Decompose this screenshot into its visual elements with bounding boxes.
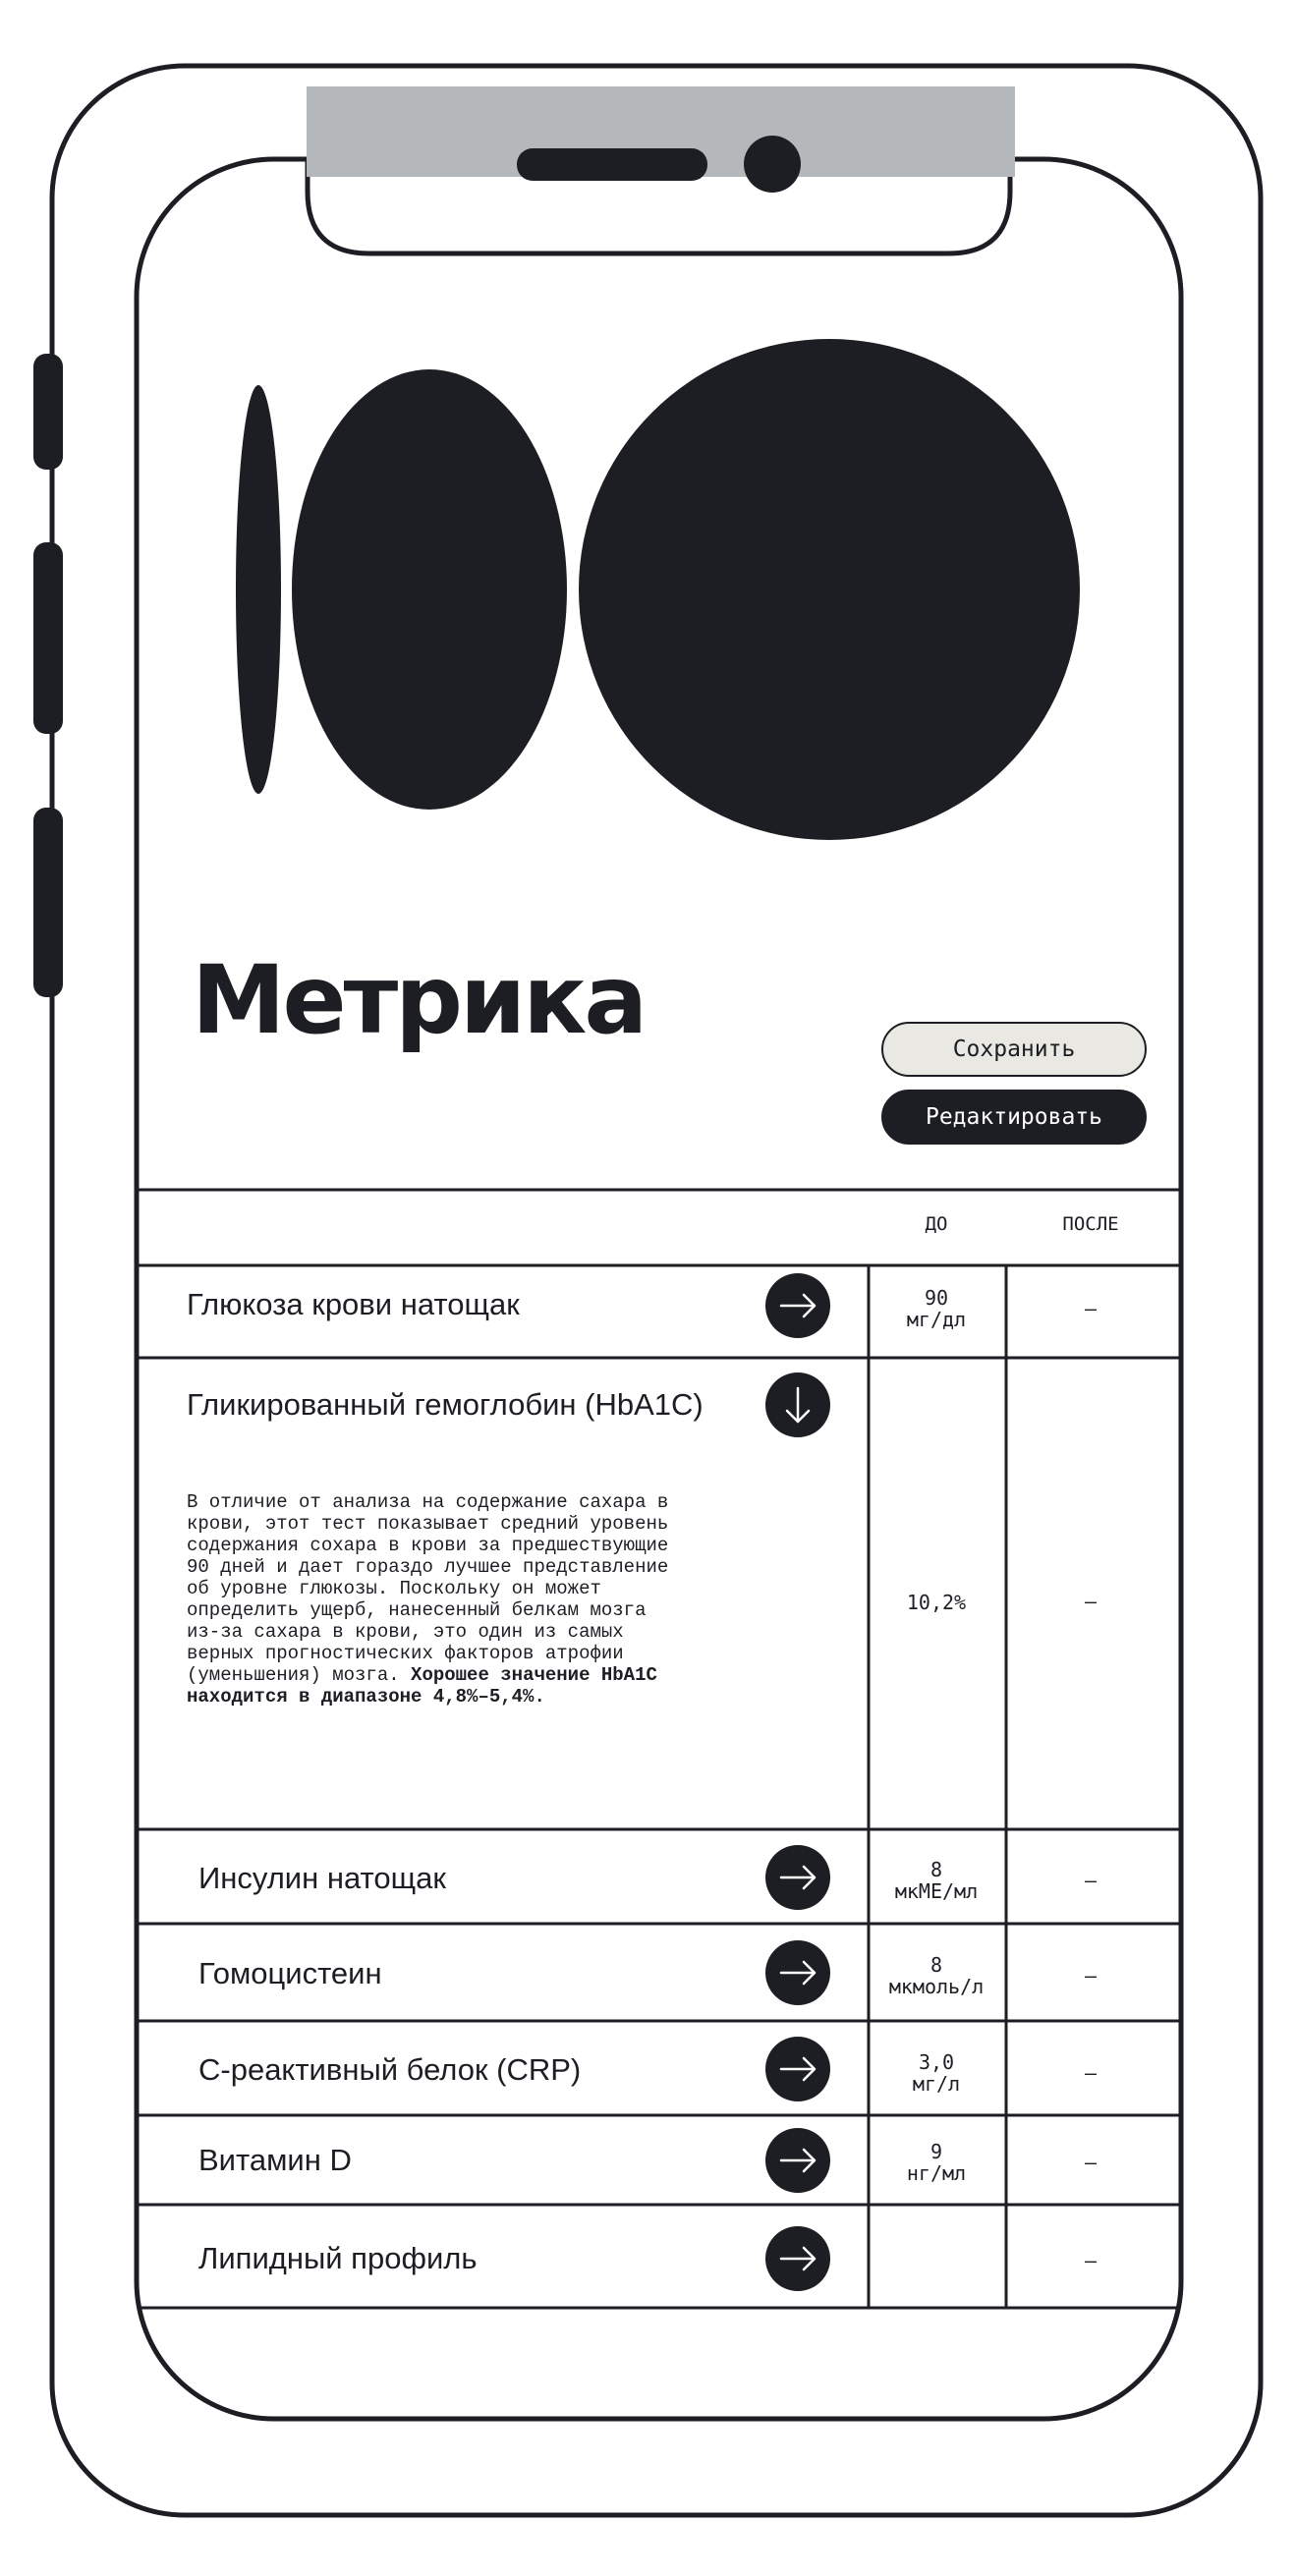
side-button-volume-down [33, 808, 63, 997]
metric-name: C-реактивный белок (CRP) [198, 2052, 582, 2087]
value-after: – [1084, 2151, 1098, 2174]
description-highlight: Хорошее значение HbA1C находится в диапазоне 4,8%–5,4%. [187, 1664, 657, 1708]
camera-lens [744, 136, 801, 193]
value-unit: мкмоль/л [888, 1975, 985, 1998]
value-number: 8 [930, 1858, 943, 1881]
value-number: 8 [930, 1953, 943, 1977]
column-header-after: ПОСЛЕ [1062, 1213, 1119, 1235]
value-after: – [1084, 2249, 1098, 2272]
description-text: В отличие от анализа на содержание сахара в крови, этот тест показывает средний уровень содержания сохара в крови за предшествующие 90 дней и дает гораздо лучшее представление об уровне глюкозы. Поскольку он может определить ущерб, нанесенный белкам мозга из-за сахара в крови, это один из самых верных прогностических факторов атрофии (уменьшения) мозга. [187, 1491, 669, 1686]
value-after: – [1084, 1590, 1098, 1613]
value-unit: нг/мл [906, 2161, 967, 2185]
value-unit: мг/дл [906, 1308, 967, 1331]
metric-name: Глюкоза крови натощак [187, 1287, 520, 1321]
speaker-grille [517, 148, 707, 181]
value-before [869, 1592, 1004, 1613]
save-button[interactable]: Сохранить [881, 1022, 1147, 1077]
arrow-right-icon[interactable] [765, 2128, 830, 2193]
value-after: – [1084, 1964, 1098, 1988]
arrow-right-icon[interactable] [765, 1273, 830, 1338]
value-unit: мг/л [912, 2072, 961, 2096]
value-before [869, 1954, 1004, 1997]
value-number: 10,2% [906, 1591, 967, 1614]
metric-name: Гликированный гемоглобин (HbA1C) [187, 1387, 704, 1422]
value-unit: мкМЕ/мл [894, 1879, 979, 1903]
value-number: 9 [930, 2140, 943, 2163]
edit-button[interactable]: Редактировать [881, 1090, 1147, 1145]
arrow-right-icon[interactable] [765, 2037, 830, 2101]
value-before [869, 2051, 1004, 2095]
side-button-volume-up [33, 542, 63, 734]
metric-name: Липидный профиль [198, 2241, 478, 2275]
value-before [869, 1859, 1004, 1902]
arrow-right-icon[interactable] [765, 1845, 830, 1910]
page-title: Метрика [192, 945, 646, 1055]
arrow-right-icon[interactable] [765, 1940, 830, 2005]
metric-name: Витамин D [198, 2143, 352, 2177]
value-after: – [1084, 1297, 1098, 1320]
value-after: – [1084, 2061, 1098, 2085]
value-after: – [1084, 1869, 1098, 1892]
side-button-mute [33, 354, 63, 470]
value-before [869, 1287, 1004, 1330]
metric-description [187, 1491, 678, 1708]
metric-name: Гомоцистеин [198, 1956, 382, 1990]
value-number: 3,0 [918, 2050, 955, 2074]
arrow-right-icon[interactable] [765, 2226, 830, 2291]
logo-ellipses [236, 339, 1080, 840]
metric-name: Инсулин натощак [198, 1861, 446, 1895]
arrow-down-icon[interactable] [765, 1372, 830, 1437]
value-number: 90 [924, 1286, 949, 1310]
column-header-before: ДО [925, 1213, 948, 1235]
value-before [869, 2141, 1004, 2184]
